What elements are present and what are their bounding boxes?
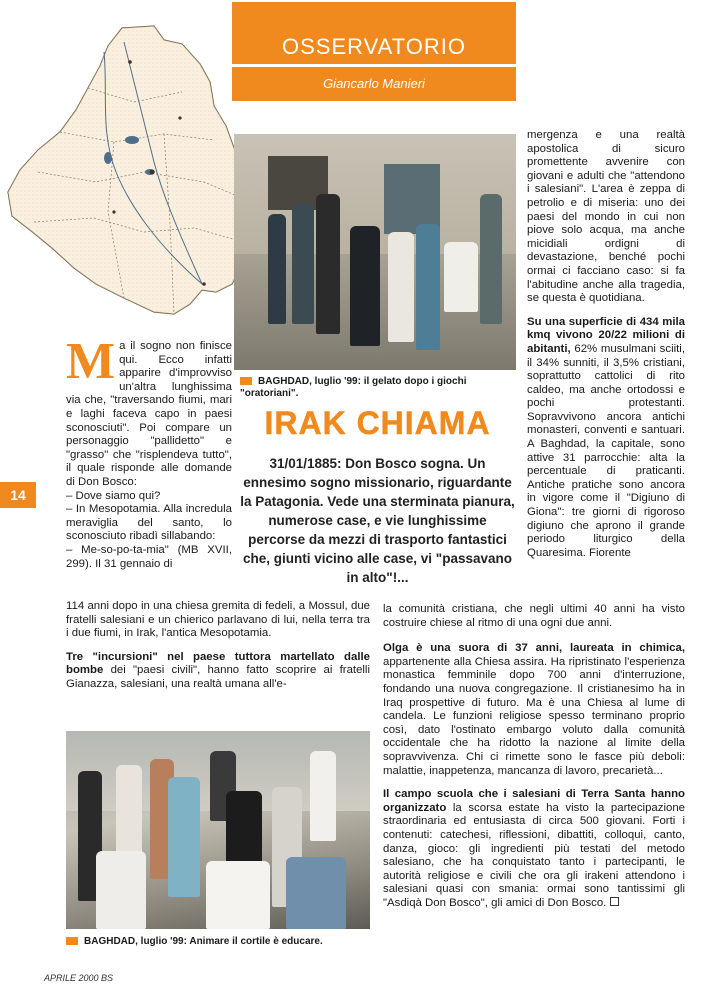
page-number-tab: 14 — [0, 482, 36, 508]
section-title: OSSERVATORIO — [282, 34, 466, 59]
end-of-article-mark — [610, 897, 619, 906]
child-figure — [316, 194, 340, 334]
iraq-map-illustration — [4, 22, 254, 322]
left-column-text-wide — [66, 600, 370, 692]
paragraph: – Dove siamo qui? — [66, 489, 161, 502]
paragraph: mergenza e una realtà apostolica di sicuro promettente avvenire con giovani e adulti che "attendono i salesiani". L'area è zeppa di petrolio e di miseria: uno dei paesi del mondo in cui non piove solo acqua, ma anche micidiali ordigni di devastazione, benché pochi ormai ci facciano caso: si fa l'abitudine anche alla tragedia, se questa è quotidiana. — [527, 129, 685, 305]
section-header — [232, 2, 516, 101]
caption-marker — [66, 937, 78, 945]
article-lead: 31/01/1885: Don Bosco sogna. Un ennesimo sogno missionario, riguardante la Patagonia. Vede una sterminata pianura, numerose case, e vie lunghissime percorse da mezzi di trasporto fantastici che, giunti vicino alle case, vi "passavano in alto"!... — [240, 456, 515, 585]
photo1-caption: BAGHDAD, luglio '99: il gelato dopo i giochi "oratoriani". — [240, 376, 467, 399]
plastic-chair — [388, 232, 414, 342]
plastic-chair — [444, 242, 478, 312]
adult-figure — [480, 194, 502, 324]
caption-marker — [240, 377, 252, 385]
author-name: Giancarlo Manieri — [323, 76, 425, 91]
paragraph-lead-bold: Tre "incursioni" nel paese tuttora martellato dalle bombe — [66, 650, 370, 677]
child-figure — [268, 214, 286, 324]
paragraph: appartenente alla Chiesa assira. Ha ripristinato l'esperienza monastica femminile dopo 700 anni d'interruzione, fondando una nuova congregazione. Il cristianesimo ha in Iraq prospettive di futuro. Ma è una Chiesa al lume di candela. Le funzioni religiose spesso terminano proprio così, dato l'ostinato embargo voluto dalla comunità occidentale che ha ridotto la nazione al limite della sopravvivenza. Chi ci rimette sono le fasce più deboli: malattie, inappetenza, mancanza di lavoro, precarietà... — [383, 655, 685, 777]
paragraph: – In Mesopotamia. Alla incredula meraviglia del santo, lo sconosciuto ribadì sillabando: — [66, 503, 232, 543]
paragraph: la comunità cristiana, che negli ultimi 40 anni ha visto costruire chiese al ritmo di una ogni due anni. — [383, 603, 685, 629]
article-headline: IRAK CHIAMA — [264, 405, 491, 441]
child-figure — [416, 224, 440, 350]
photo2-caption: BAGHDAD, luglio '99: Animare il cortile è educare. — [66, 936, 370, 948]
photo-youth-circle — [66, 731, 370, 929]
child-figure — [292, 204, 314, 324]
paragraph: a il sogno non finisce qui. Ecco infatti apparire d'improvviso un'altra lunghissima via che, "traversando fiumi, mari e laghi faceva capo in paesi sconosciuti". Poi compare un personaggio "pallidetto" e "grasso" che "risplendeva tutto", il quale risponde alle domande di Don Bosco: — [66, 340, 232, 488]
right-column-text — [527, 129, 685, 560]
paragraph-lead-bold: Il campo scuola che i salesiani di Terra Santa hanno organizzato — [383, 788, 685, 814]
paragraph-lead-bold: Olga è una suora di 37 anni, laureata in chimica, — [383, 642, 685, 655]
drop-cap: M — [66, 333, 116, 390]
youth-figure — [96, 851, 146, 929]
photo-children-ice-cream — [234, 134, 516, 370]
youth-figure — [286, 857, 346, 929]
paragraph: 114 anni dopo in una chiesa gremita di fedeli, a Mossul, due fratelli salesiani e un chierico parlavano di lui, nella terra tra i due fiumi, in Irak, l'antica Mesopotamia. — [66, 600, 370, 640]
youth-figure — [310, 751, 336, 841]
paragraph: – Me-so-po-ta-mia" (MB XVII, 299). Il 31 gennaio di — [66, 543, 232, 570]
page-footer: APRILE 2000 BS — [44, 973, 114, 983]
paragraph: la scorsa estate ha visto la partecipazione straordinaria ed entusiasta di circa 500 giovani. Forti i contenuti: catechesi, riflessioni, dibattiti, colloqui, canto, danza, gioco: gli ingredienti più testati del metodo salesiano, che ha conquistato tanto i partecipanti, le autorità religiose e civili che ora gli irakeni attendono i salesiani quasi con smania: ormai sono tantissimi gli "Asdiqà Don Bosco", gli amici di Don Bosco. — [383, 801, 685, 909]
paragraph: 62% musulmani sciiti, il 34% sunniti, il 3,5% cristiani, soprattutto cattolici di rito caldeo, ma anche ortodossi e pochi protestanti. Sopravvivono ancora antichi monasteri, conventi e santuari. A Baghdad, la capitale, sono attive 31 parrocchie: alta la percentuale di praticanti. Antiche pratiche sono ancora in vigore come il "Digiuno di Giona": tre giorni di rigoroso digiuno che aprono il grande periodo liturgico della Quaresima. Fiorente — [527, 342, 685, 559]
paragraph: dei "paesi civili", hanno fatto scoprire ai fratelli Gianazza, salesiani, una realtà umana all'e- — [66, 664, 370, 690]
youth-figure — [168, 777, 200, 897]
youth-figure — [206, 861, 270, 929]
right-column-text-wide — [383, 603, 685, 910]
child-figure — [350, 226, 380, 346]
paragraph-lead-bold: Su una superficie di 434 mila kmq vivono 20/22 milioni di abitanti, — [527, 315, 685, 355]
left-column-text — [66, 333, 232, 571]
